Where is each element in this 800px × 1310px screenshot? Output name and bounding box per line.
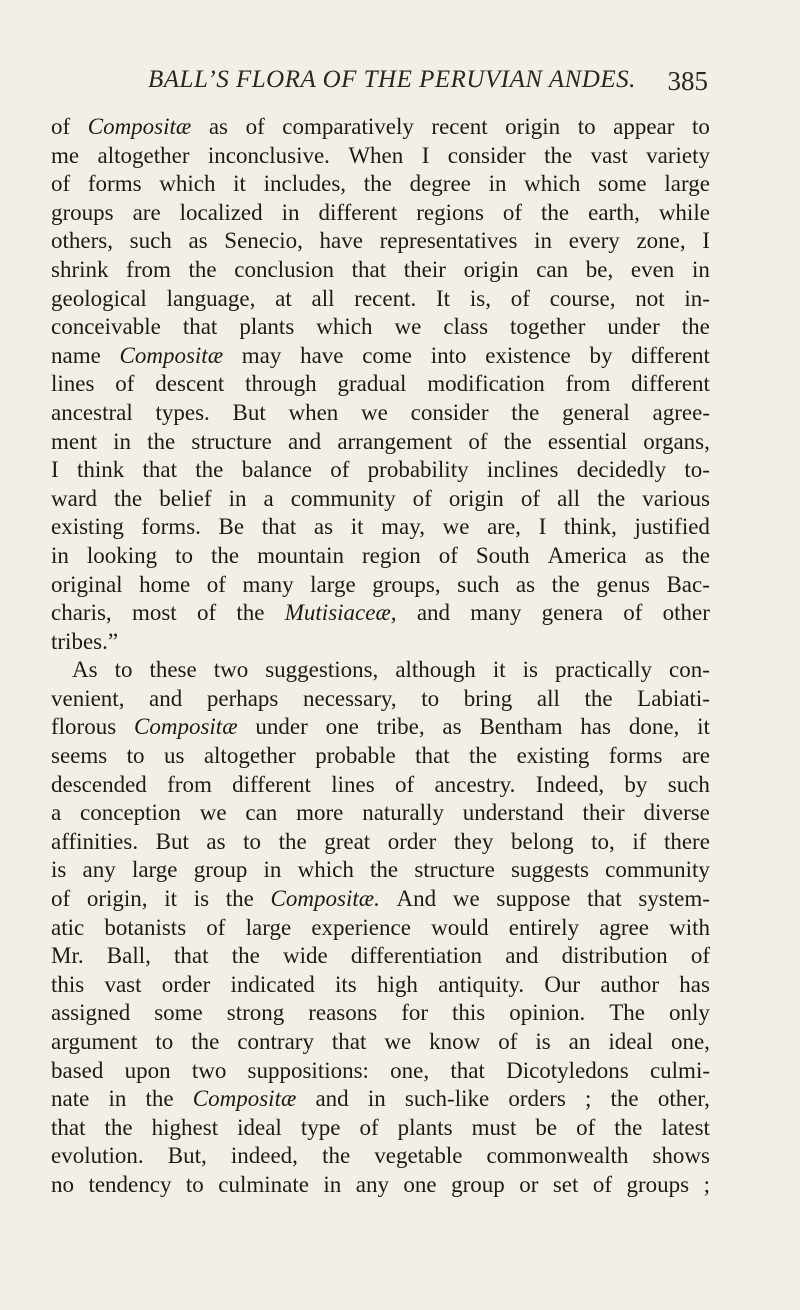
text-line: that the highest ideal type of plants must be of the latest <box>51 1114 710 1140</box>
text-line: a conception we can more naturally understand their diverse <box>51 800 710 826</box>
text-line: existing forms. Be that as it may, we are, I think, justified <box>51 514 710 540</box>
text-line: I think that the balance of probability inclines decidedly to- <box>51 457 710 483</box>
text-line: me altogether inconclusive. When I consider the vast variety <box>51 142 710 168</box>
text-line: charis, most of the Mutisiaceæ, and many genera of other <box>51 600 710 626</box>
page-number: 385 <box>667 66 708 96</box>
text-line: based upon two suppositions: one, that Dicotyledons culmi- <box>51 1057 710 1083</box>
text-line: shrink from the conclusion that their origin can be, even in <box>51 256 710 282</box>
text-line: evolution. But, indeed, the vegetable commonwealth shows <box>51 1143 710 1169</box>
body-text <box>51 113 710 1200</box>
text-line: nate in the Compositæ and in such-like orders ; the other, <box>51 1086 710 1112</box>
text-line: As to these two suggestions, although it is practically con- <box>72 657 710 683</box>
text-line: seems to us altogether probable that the existing forms are <box>51 743 710 769</box>
text-line: tribes.” <box>51 628 119 654</box>
text-line: of Compositæ as of comparatively recent origin to appear to <box>51 114 710 139</box>
text-line: in looking to the mountain region of South America as the <box>51 542 710 568</box>
text-line: ancestral types. But when we consider the general agree- <box>51 399 710 425</box>
text-line: original home of many large groups, such as the genus Bac- <box>51 571 710 597</box>
running-head <box>148 66 708 100</box>
text-line: name Compositæ may have come into existence by different <box>51 342 710 368</box>
text-line: ward the belief in a community of origin of all the various <box>51 485 710 511</box>
text-line: lines of descent through gradual modification from different <box>51 371 710 397</box>
text-line: groups are localized in different regions of the earth, while <box>51 199 710 225</box>
text-line: no tendency to culminate in any one group or set of groups ; <box>51 1171 710 1197</box>
text-line: others, such as Senecio, have representatives in every zone, I <box>51 228 710 254</box>
text-line: venient, and perhaps necessary, to bring all the Labiati- <box>51 685 710 711</box>
text-line: ment in the structure and arrangement of the essential organs, <box>51 428 710 454</box>
text-line: florous Compositæ under one tribe, as Bentham has done, it <box>51 714 710 740</box>
text-line: of origin, it is the Compositæ. And we suppose that system- <box>51 886 710 912</box>
text-line: this vast order indicated its high antiquity. Our author has <box>51 971 710 997</box>
text-line: conceivable that plants which we class together under the <box>51 314 710 340</box>
text-line: Mr. Ball, that the wide differentiation and distribution of <box>51 943 710 969</box>
running-title: BALL’S FLORA OF THE PERUVIAN ANDES. <box>148 66 636 93</box>
text-line: affinities. But as to the great order they belong to, if there <box>51 828 710 854</box>
text-line: is any large group in which the structure suggests community <box>51 857 710 883</box>
text-line: atic botanists of large experience would entirely agree with <box>51 914 710 940</box>
text-line: of forms which it includes, the degree in which some large <box>51 171 710 197</box>
text-line: assigned some strong reasons for this opinion. The only <box>51 1000 710 1026</box>
text-line: argument to the contrary that we know of is an ideal one, <box>51 1029 710 1054</box>
text-line: geological language, at all recent. It is, of course, not in- <box>51 285 710 311</box>
text-line: descended from different lines of ancestry. Indeed, by such <box>51 771 710 797</box>
